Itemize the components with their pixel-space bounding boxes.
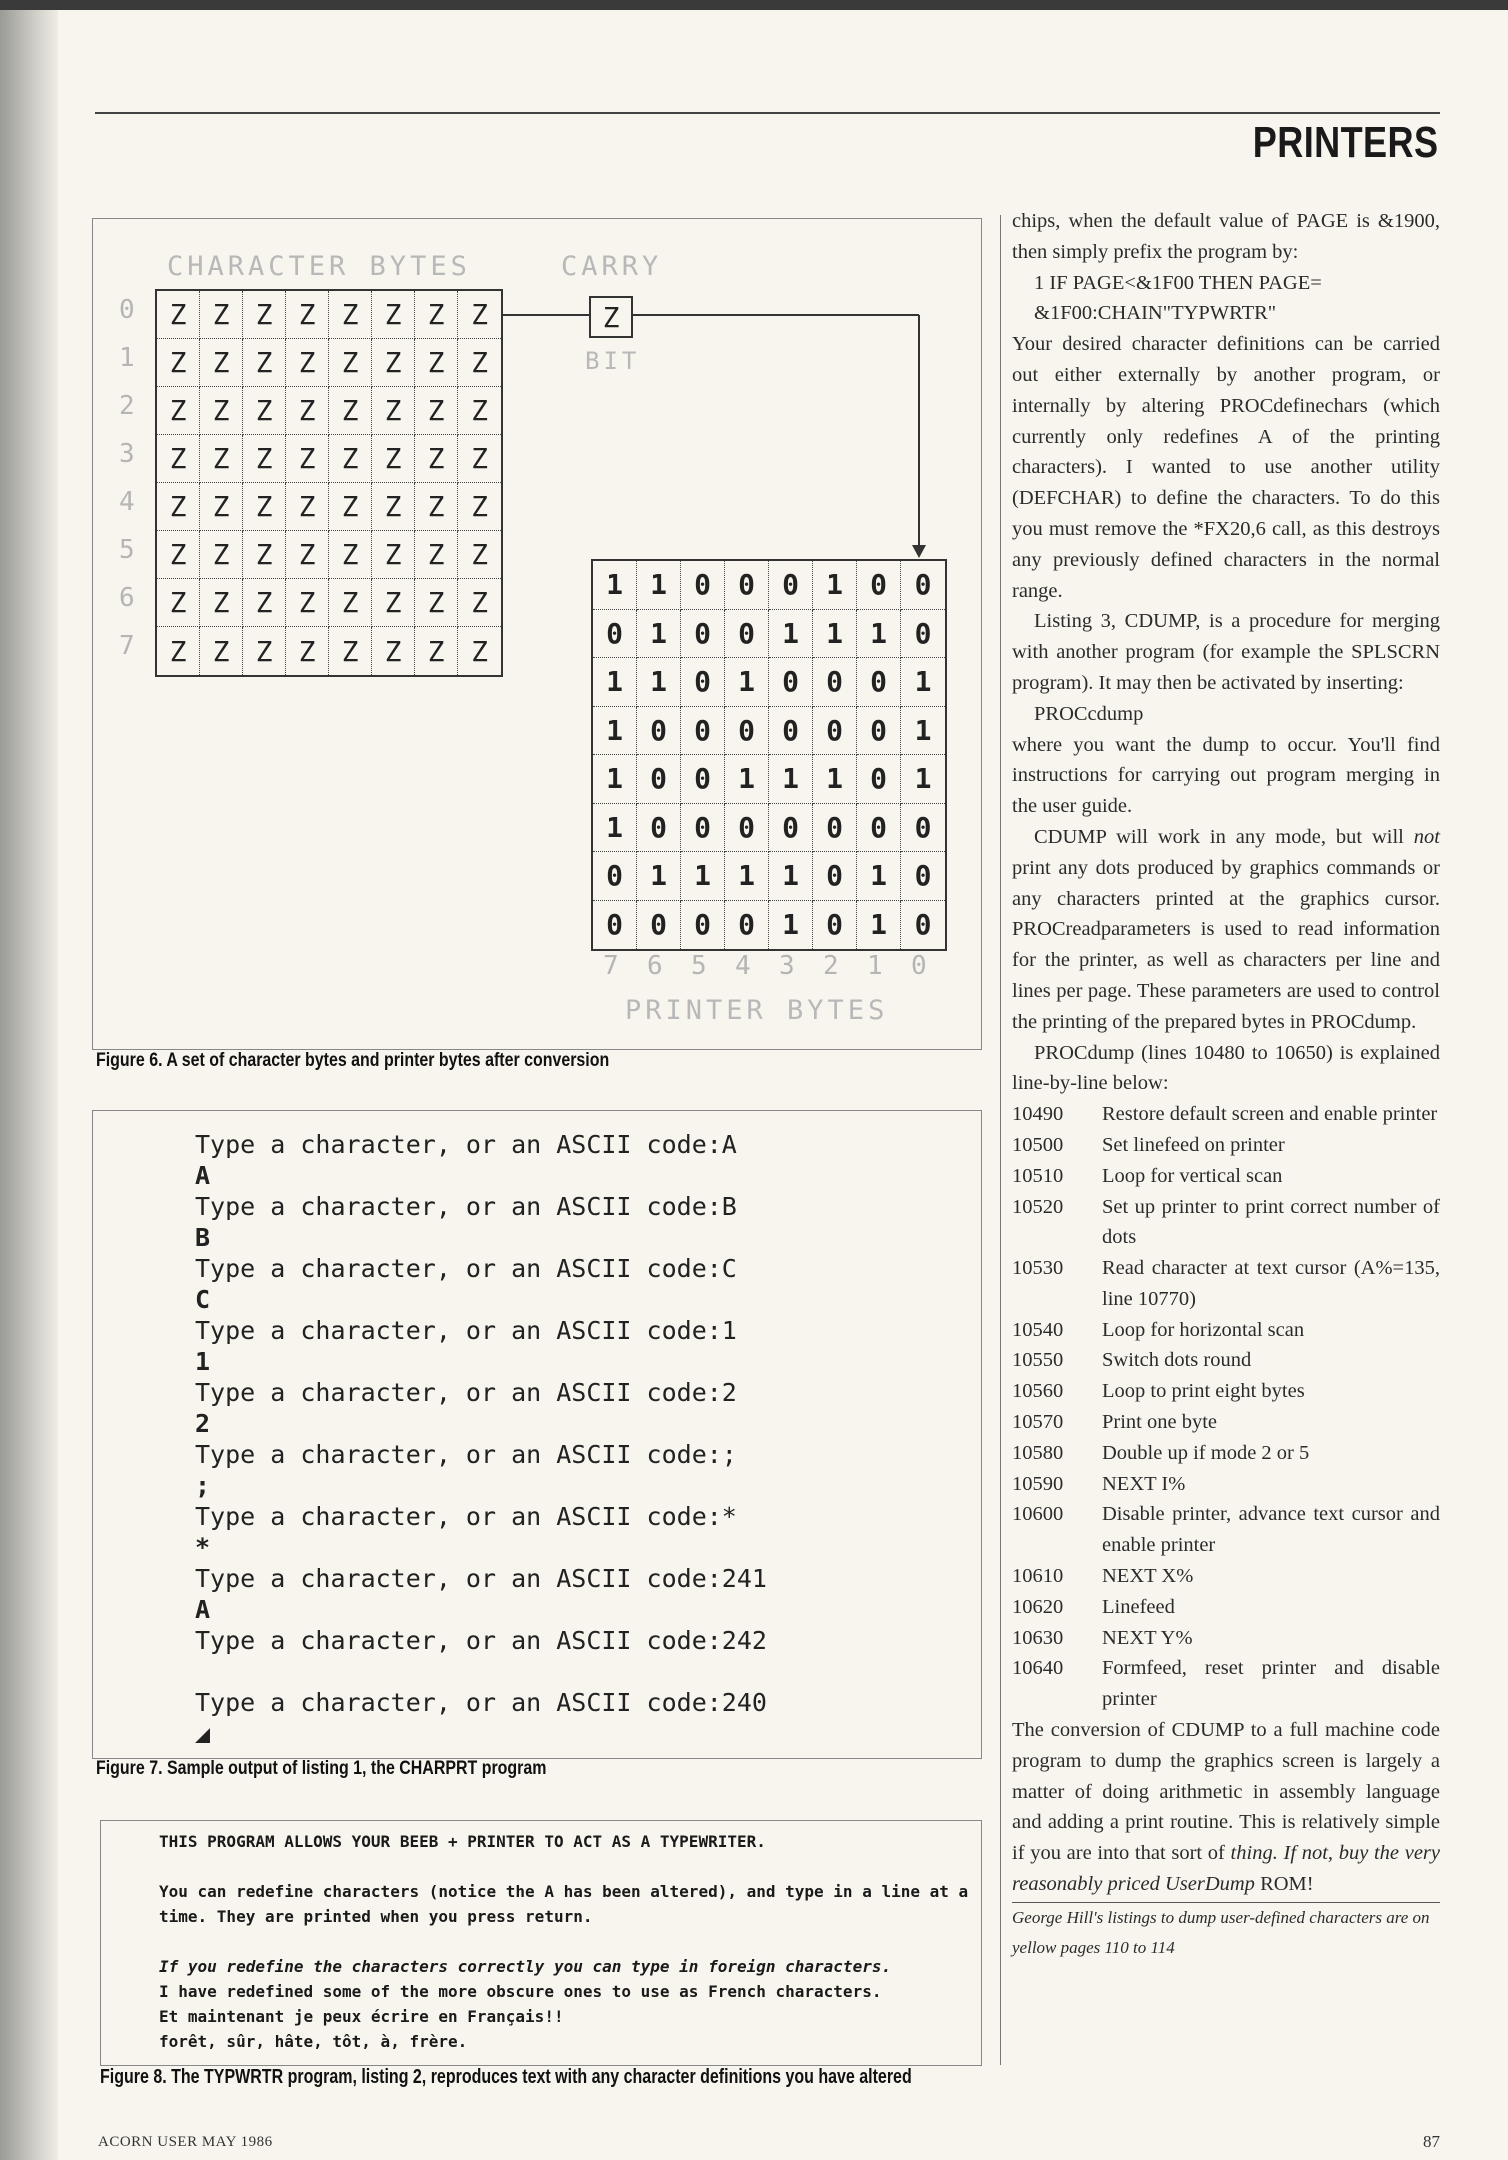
row-index: 1 (119, 343, 135, 373)
character-bit: Z (243, 579, 286, 627)
printout-line: THIS PROGRAM ALLOWS YOUR BEEB + PRINTER TO ACT AS A TYPEWRITER. (159, 1832, 766, 1851)
terminal-echo-char: * (195, 1533, 211, 1562)
printer-bit: 1 (901, 707, 945, 756)
column-divider (1000, 215, 1001, 2065)
character-bit: Z (200, 387, 243, 435)
character-bit: Z (372, 627, 415, 675)
terminal-echo-char: ◢ (195, 1719, 211, 1748)
figure-6-caption: Figure 6. A set of character bytes and printer bytes after conversion (96, 1050, 610, 1071)
printer-bit: 1 (857, 852, 901, 901)
printer-bit: 0 (769, 561, 813, 610)
character-bit: Z (415, 627, 458, 675)
character-bit: Z (471, 634, 488, 668)
line-description: Restore default screen and enable printer (1102, 1103, 1438, 1126)
character-bit: Z (415, 387, 458, 435)
printer-bit: 0 (725, 610, 769, 659)
line-explanation-row (1012, 1438, 1440, 1469)
line-explanation-row (1012, 1345, 1440, 1376)
line-description: NEXT Y% (1102, 1626, 1193, 1649)
printer-bit: 1 (637, 610, 681, 659)
printer-bit: 0 (681, 804, 725, 853)
line-explanation-row (1012, 1499, 1440, 1561)
line-number: 10560 (1012, 1380, 1064, 1403)
character-bit: Z (458, 531, 501, 579)
character-bit: Z (157, 531, 200, 579)
printout-line: You can redefine characters (notice the A has been altered), and type in a line at a time. They are printed when you press return. (159, 1882, 969, 1926)
character-bit: Z (286, 579, 329, 627)
character-bit: Z (243, 435, 286, 483)
character-bit: Z (415, 531, 458, 579)
printer-bit: 1 (593, 804, 637, 853)
line-description: Double up if mode 2 or 5 (1102, 1441, 1310, 1464)
line-description: Loop to print eight bytes (1102, 1380, 1305, 1403)
paragraph: where you want the dump to occur. You'll find instructions for carrying out program merging in the user guide. (1012, 733, 1440, 818)
printer-bit: 1 (769, 610, 813, 659)
binding-gutter (0, 0, 58, 2160)
character-bit: Z (372, 387, 415, 435)
printer-bit: 0 (725, 901, 769, 950)
printer-bit: 0 (681, 658, 725, 707)
printer-bit: 0 (681, 561, 725, 610)
printer-bit: 0 (769, 804, 813, 853)
printout-line: forêt, sûr, hâte, tôt, à, frère. (159, 2032, 468, 2051)
character-bit: Z (286, 291, 329, 339)
row-index: 6 (119, 583, 135, 613)
printer-bit: 1 (769, 852, 813, 901)
paragraph: The conversion of CDUMP to a full machine code program to dump the graphics screen is largely a matter of doing arithmetic in assembly language and adding a print routine. This is relatively simple if you are into that sort of thing. If not, buy the very reasonably priced UserDump ROM! (1012, 1719, 1440, 1896)
character-bit: Z (157, 339, 200, 387)
character-bit: Z (243, 627, 286, 675)
row-index: 2 (119, 391, 135, 421)
character-bytes-label: CHARACTER BYTES (167, 251, 471, 282)
line-description: Read character at text cursor (A%=135, line 10770) (1102, 1257, 1440, 1310)
character-bit: Z (200, 435, 243, 483)
printer-bit: 1 (769, 901, 813, 950)
page-number: 87 (1423, 2132, 1440, 2151)
line-explanation-row (1012, 1653, 1440, 1715)
column-index: 3 (779, 951, 795, 981)
line-description: NEXT I% (1102, 1472, 1186, 1495)
article-column (1012, 206, 1440, 1963)
printer-bytes-grid (591, 559, 947, 951)
character-bit: Z (329, 339, 372, 387)
printer-bit: 0 (681, 755, 725, 804)
printer-bit: 1 (813, 610, 857, 659)
character-bit: Z (372, 435, 415, 483)
line-description: Set up printer to print correct number of dots (1102, 1195, 1440, 1249)
character-bit: Z (200, 627, 243, 675)
terminal-output (195, 1129, 767, 1749)
printer-bit: 1 (593, 707, 637, 756)
character-bit: Z (329, 531, 372, 579)
character-bit: Z (286, 435, 329, 483)
footer-publication: ACORN USER MAY 1986 (98, 2134, 273, 2150)
paragraph: Listing 3, CDUMP, is a procedure for merging with another program (for example the SPLSCRN program). It may then be activated by inserting: (1012, 610, 1440, 694)
line-explanations (1012, 1099, 1440, 1715)
character-bit: Z (458, 483, 501, 531)
printer-bit: 0 (769, 658, 813, 707)
character-bit: Z (243, 483, 286, 531)
printer-bit: 0 (681, 901, 725, 950)
row-index: 7 (119, 631, 135, 661)
character-bit: Z (200, 579, 243, 627)
printer-bit: 1 (769, 755, 813, 804)
line-description: Print one byte (1102, 1411, 1218, 1434)
terminal-prompt-line: Type a character, or an ASCII code:A (195, 1130, 737, 1159)
character-bit: Z (415, 291, 458, 339)
terminal-echo-char: A (195, 1595, 211, 1624)
printer-bit: 1 (637, 561, 681, 610)
line-number: 10570 (1012, 1411, 1064, 1434)
printer-bit: 1 (857, 610, 901, 659)
column-index: 0 (911, 951, 927, 981)
character-bit: Z (200, 339, 243, 387)
printer-bit: 0 (901, 852, 945, 901)
byline: George Hill's listings to dump user-defined characters are on yellow pages 110 to 114 (1012, 1902, 1440, 1963)
printer-bit: 0 (593, 852, 637, 901)
carry-label: CARRY (561, 251, 663, 282)
printer-bit: 0 (725, 804, 769, 853)
printer-bit: 0 (813, 658, 857, 707)
character-bit: Z (372, 339, 415, 387)
printer-bit: 0 (901, 804, 945, 853)
carry-bit-value: Z (602, 300, 620, 334)
terminal-echo-char: ; (195, 1471, 211, 1500)
printer-bit: 1 (593, 561, 637, 610)
printer-bit: 1 (637, 658, 681, 707)
line-number: 10520 (1012, 1195, 1064, 1218)
terminal-prompt-line: Type a character, or an ASCII code:C (195, 1254, 737, 1283)
character-bit: Z (157, 579, 200, 627)
character-bit: Z (157, 291, 200, 339)
code-line: PROCcdump (1034, 702, 1144, 725)
printer-bit: 1 (813, 561, 857, 610)
character-bit: Z (157, 483, 200, 531)
terminal-echo-char: C (195, 1285, 211, 1314)
figure-6 (92, 218, 982, 1050)
typewriter-printout (159, 1829, 969, 2054)
character-bit: Z (329, 387, 372, 435)
line-explanation-row (1012, 1623, 1440, 1654)
character-bit: Z (157, 387, 200, 435)
line-description: Loop for horizontal scan (1102, 1318, 1305, 1341)
character-bit: Z (286, 627, 329, 675)
paragraph: PROCdump (lines 10480 to 10650) is explained line-by-line below: (1012, 1041, 1440, 1095)
character-bit: Z (372, 579, 415, 627)
character-bit: Z (157, 627, 200, 675)
character-bit: Z (458, 291, 501, 339)
top-edge (0, 0, 1508, 10)
printer-bit: 0 (681, 610, 725, 659)
character-bit: Z (286, 483, 329, 531)
line-explanation-row (1012, 1469, 1440, 1500)
line-number: 10590 (1012, 1472, 1064, 1495)
terminal-prompt-line: Type a character, or an ASCII code:1 (195, 1316, 737, 1345)
line-description: Loop for vertical scan (1102, 1164, 1283, 1187)
character-bit: Z (372, 531, 415, 579)
printout-line: I have redefined some of the more obscure ones to use as French characters. (159, 1982, 882, 2001)
printer-bit: 1 (637, 852, 681, 901)
figure-8-caption: Figure 8. The TYPWRTR program, listing 2, reproduces text with any character definitions you have altered (100, 2066, 912, 2088)
terminal-echo-char: 1 (195, 1347, 211, 1376)
line-explanation-row (1012, 1161, 1440, 1192)
printer-bit: 0 (637, 901, 681, 950)
character-bit: Z (415, 483, 458, 531)
column-index: 7 (603, 951, 619, 981)
character-bit: Z (372, 291, 415, 339)
terminal-prompt-line: Type a character, or an ASCII code:B (195, 1192, 737, 1221)
character-bit: Z (458, 435, 501, 483)
column-index: 6 (647, 951, 663, 981)
printer-bit: 1 (901, 658, 945, 707)
row-index: 5 (119, 535, 135, 565)
printer-bit: 0 (813, 901, 857, 950)
printer-bit: 0 (725, 707, 769, 756)
character-bit: Z (243, 339, 286, 387)
terminal-prompt-line: Type a character, or an ASCII code:242 (195, 1626, 767, 1655)
line-explanation-row (1012, 1561, 1440, 1592)
printer-bit: 0 (857, 561, 901, 610)
code-line: &1F00:CHAIN"TYPWRTR" (1034, 302, 1277, 325)
character-bit: Z (458, 387, 501, 435)
character-bit: Z (286, 387, 329, 435)
character-bit: Z (157, 435, 200, 483)
line-explanation-row (1012, 1192, 1440, 1254)
character-bit: Z (243, 387, 286, 435)
printer-bit: 0 (857, 804, 901, 853)
character-bit: Z (329, 627, 372, 675)
printer-bit: 0 (769, 707, 813, 756)
terminal-prompt-line: Type a character, or an ASCII code:240 (195, 1688, 767, 1717)
printer-bit: 0 (813, 707, 857, 756)
bit-label: BIT (585, 347, 641, 375)
printer-bit: 1 (725, 755, 769, 804)
line-description: Disable printer, advance text cursor and enable printer (1102, 1503, 1440, 1557)
line-number: 10640 (1012, 1657, 1064, 1680)
terminal-echo-char: A (195, 1161, 211, 1190)
character-bit: Z (200, 291, 243, 339)
line-number: 10620 (1012, 1595, 1064, 1618)
printer-bit: 0 (637, 804, 681, 853)
line-explanation-row (1012, 1099, 1440, 1130)
character-bit: Z (286, 531, 329, 579)
column-index: 4 (735, 951, 751, 981)
figure-7 (92, 1110, 982, 1759)
character-bit: Z (329, 579, 372, 627)
figure-8 (100, 1820, 982, 2066)
character-bit: Z (329, 483, 372, 531)
character-bit: Z (200, 531, 243, 579)
line-explanation-row (1012, 1407, 1440, 1438)
row-index: 0 (119, 295, 135, 325)
line-explanation-row (1012, 1130, 1440, 1161)
code-line: 1 IF PAGE<&1F00 THEN PAGE= (1034, 271, 1322, 294)
line-number: 10580 (1012, 1441, 1064, 1464)
line-number: 10610 (1012, 1565, 1064, 1588)
printer-bit: 0 (857, 755, 901, 804)
line-description: NEXT X% (1102, 1565, 1194, 1588)
character-bit: Z (415, 435, 458, 483)
line-description: Set linefeed on printer (1102, 1133, 1285, 1156)
line-explanation-row (1012, 1376, 1440, 1407)
character-bit: Z (329, 435, 372, 483)
character-bit: Z (200, 483, 243, 531)
line-explanation-row (1012, 1315, 1440, 1346)
line-number: 10490 (1012, 1103, 1064, 1126)
line-description: Linefeed (1102, 1595, 1175, 1618)
terminal-echo-char: B (195, 1223, 211, 1252)
printer-bit: 1 (857, 901, 901, 950)
line-number: 10530 (1012, 1257, 1064, 1280)
terminal-prompt-line: Type a character, or an ASCII code:241 (195, 1564, 767, 1593)
character-bit: Z (329, 291, 372, 339)
printer-bit: 0 (593, 901, 637, 950)
character-bit: Z (415, 579, 458, 627)
line-number: 10600 (1012, 1503, 1064, 1526)
terminal-echo-char: 2 (195, 1409, 211, 1438)
line-description: Switch dots round (1102, 1349, 1252, 1372)
line-explanation-row (1012, 1592, 1440, 1623)
printer-bit: 0 (901, 561, 945, 610)
row-index: 4 (119, 487, 135, 517)
printout-line: If you redefine the characters correctly you can type in foreign characters. (159, 1957, 892, 1976)
printer-bit: 0 (637, 755, 681, 804)
character-bit: Z (415, 339, 458, 387)
line-number: 10540 (1012, 1318, 1064, 1341)
printer-bit: 0 (901, 610, 945, 659)
row-index: 3 (119, 439, 135, 469)
printer-bit: 1 (725, 852, 769, 901)
column-index: 1 (867, 951, 883, 981)
character-bit: Z (458, 579, 501, 627)
column-index: 5 (691, 951, 707, 981)
printer-bit: 0 (637, 707, 681, 756)
printer-bit: 0 (593, 610, 637, 659)
printer-bit: 0 (857, 658, 901, 707)
column-index: 2 (823, 951, 839, 981)
terminal-prompt-line: Type a character, or an ASCII code:; (195, 1440, 737, 1469)
character-bit: Z (243, 291, 286, 339)
line-number: 10550 (1012, 1349, 1064, 1372)
printer-bit: 1 (901, 755, 945, 804)
printer-bytes-label: PRINTER BYTES (625, 995, 889, 1026)
character-bit: Z (458, 339, 501, 387)
printer-bit: 0 (725, 561, 769, 610)
section-title: PRINTERS (1252, 118, 1438, 167)
line-number: 10510 (1012, 1164, 1064, 1187)
character-bit: Z (286, 339, 329, 387)
terminal-prompt-line: Type a character, or an ASCII code:2 (195, 1378, 737, 1407)
printer-bit: 0 (813, 804, 857, 853)
printer-bit: 0 (813, 852, 857, 901)
paragraph: Your desired character definitions can be carried out either externally by another program, or internally by altering PROCdefinechars (which currently only redefines A of the printing characters). I wanted to use another utility (DEFCHAR) to define the characters. To do this you must remove the *FX20,6 call, as this destroys any previously defined characters in the normal range. (1012, 333, 1440, 602)
printer-bit: 1 (593, 658, 637, 707)
printer-bit: 0 (681, 707, 725, 756)
figure-7-caption: Figure 7. Sample output of listing 1, the CHARPRT program (96, 1758, 547, 1779)
printout-line: Et maintenant je peux écrire en Français!! (159, 2007, 564, 2026)
character-bit: Z (372, 483, 415, 531)
paragraph: chips, when the default value of PAGE is &1900, then simply prefix the program by: (1012, 210, 1440, 263)
printer-bit: 1 (725, 658, 769, 707)
terminal-prompt-line: Type a character, or an ASCII code:* (195, 1502, 737, 1531)
printer-bit: 1 (681, 852, 725, 901)
printer-bit: 1 (593, 755, 637, 804)
paragraph: CDUMP will work in any mode, but will not print any dots produced by graphics commands or any characters printed at the graphics cursor. PROCreadparameters is used to read information for the printer, as well as characters per line and lines per page. These parameters are used to control the printing of the prepared bytes in PROCdump. (1012, 825, 1440, 1033)
printer-bit: 1 (813, 755, 857, 804)
terminal-echo-char (195, 1656, 767, 1687)
line-description: Formfeed, reset printer and disable printer (1102, 1657, 1440, 1711)
printer-bit: 0 (857, 707, 901, 756)
character-bit: Z (243, 531, 286, 579)
line-explanation-row (1012, 1253, 1440, 1315)
line-number: 10500 (1012, 1133, 1064, 1156)
section-rule (95, 112, 1440, 114)
line-number: 10630 (1012, 1626, 1064, 1649)
printer-bit: 0 (914, 908, 932, 942)
